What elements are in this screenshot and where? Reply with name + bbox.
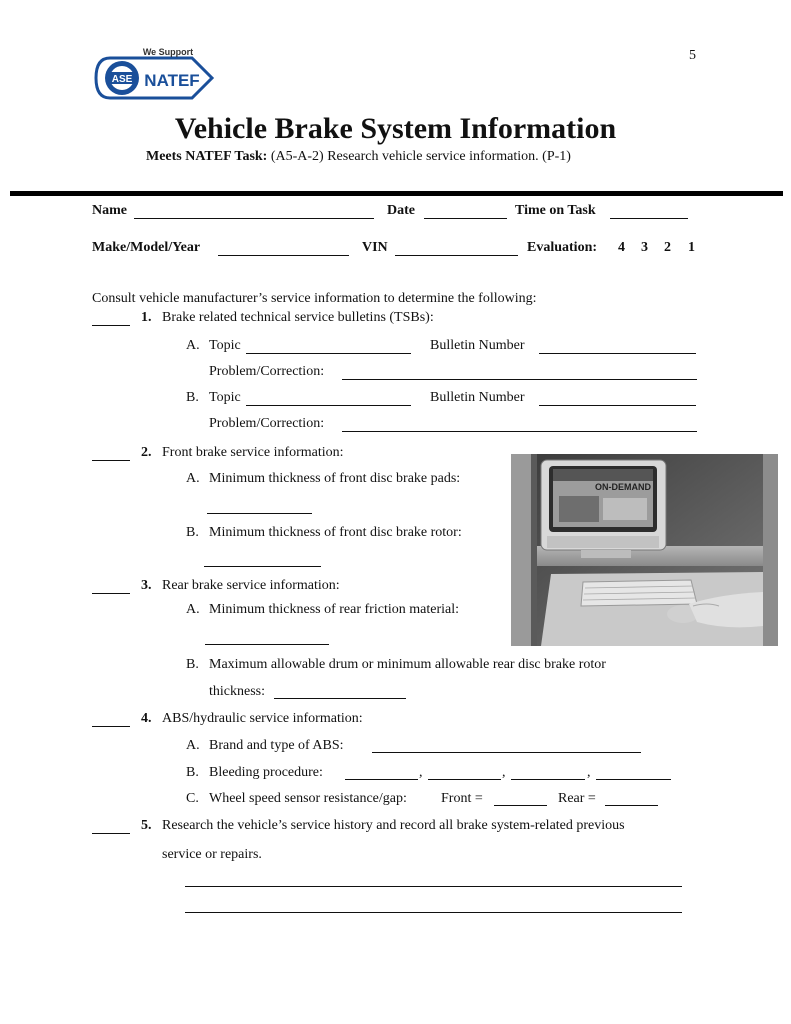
item3-check-blank[interactable] [92, 593, 130, 594]
item2a-text: Minimum thickness of front disc brake pads: [209, 471, 461, 486]
rear-field[interactable] [605, 805, 658, 806]
item2-number: 2. [141, 445, 152, 460]
bleeding-step-3-field[interactable] [511, 779, 585, 780]
item1b-topic-field[interactable] [246, 405, 411, 406]
item3a-letter: A. [186, 602, 200, 617]
make-model-year-label: Make/Model/Year [92, 240, 201, 255]
service-computer-photo [511, 454, 778, 646]
item5-check-blank[interactable] [92, 833, 130, 834]
item3b-field[interactable] [274, 698, 406, 699]
item1a-problem-field[interactable] [342, 379, 697, 380]
item4a-field[interactable] [372, 752, 641, 753]
item1b-bulletin-field[interactable] [539, 405, 696, 406]
bleeding-step-1-field[interactable] [345, 779, 418, 780]
svg-text:We Support: We Support [142, 48, 194, 57]
bleeding-step-4-field[interactable] [596, 779, 671, 780]
item2-check-blank[interactable] [92, 460, 130, 461]
svg-text:ON-DEMAND: ON-DEMAND [595, 482, 651, 492]
item5-answer-line-2[interactable] [185, 912, 682, 913]
item1-check-blank[interactable] [92, 325, 130, 326]
item1a-topic-field[interactable] [246, 353, 411, 354]
item3a-text: Minimum thickness of rear friction material: [209, 602, 459, 617]
page-number: 5 [689, 48, 696, 63]
item1b-problem-label: Problem/Correction: [209, 416, 325, 431]
comma-1: , [419, 765, 423, 780]
item1a-bulletin-field[interactable] [539, 353, 696, 354]
item3a-field[interactable] [205, 644, 329, 645]
comma-2: , [502, 765, 506, 780]
item4c-text: Wheel speed sensor resistance/gap: [209, 791, 407, 806]
time-on-task-field[interactable] [610, 218, 688, 219]
bleeding-step-2-field[interactable] [428, 779, 501, 780]
item1b-bulletin-label: Bulletin Number [430, 390, 525, 405]
item4c-letter: C. [186, 791, 199, 806]
item1b-letter: B. [186, 390, 199, 405]
item1a-topic-label: Topic [209, 338, 241, 353]
item3b-letter: B. [186, 657, 199, 672]
score-1[interactable]: 1 [688, 240, 695, 255]
item2-text: Front brake service information: [162, 445, 344, 460]
header-rule [10, 191, 783, 196]
item4a-text: Brand and type of ABS: [209, 738, 344, 753]
item2b-field[interactable] [204, 566, 321, 567]
evaluation-label: Evaluation: [527, 240, 598, 255]
page-title: Vehicle Brake System Information [174, 112, 617, 145]
item4a-letter: A. [186, 738, 200, 753]
item5-text-2: service or repairs. [162, 847, 262, 862]
front-label: Front = [441, 791, 483, 806]
date-label: Date [387, 203, 415, 218]
item3b-text: Maximum allowable drum or minimum allowable rear disc brake rotor [209, 657, 606, 672]
item3b-text-2: thickness: [209, 684, 265, 699]
task-text: (A5-A-2) Research vehicle service information. (P-1) [270, 149, 571, 164]
score-4[interactable]: 4 [618, 240, 625, 255]
name-label: Name [92, 203, 127, 218]
item5-text: Research the vehicle’s service history and record all brake system-related previous [162, 818, 625, 833]
item2a-letter: A. [186, 471, 200, 486]
item4-text: ABS/hydraulic service information: [162, 711, 363, 726]
rear-label: Rear = [558, 791, 596, 806]
time-on-task-label: Time on Task [515, 203, 596, 218]
natef-key-logo-icon [94, 48, 224, 108]
make-model-year-field[interactable] [218, 255, 349, 256]
vin-label: VIN [362, 240, 388, 255]
comma-3: , [587, 765, 591, 780]
item4-number: 4. [141, 711, 152, 726]
name-field[interactable] [134, 218, 374, 219]
item3-text: Rear brake service information: [162, 578, 340, 593]
computer-terminal-illustration [511, 454, 778, 646]
item3-number: 3. [141, 578, 152, 593]
item1-text: Brake related technical service bulletins (TSBs): [162, 310, 434, 325]
vin-field[interactable] [395, 255, 518, 256]
item1a-problem-label: Problem/Correction: [209, 364, 325, 379]
item2a-field[interactable] [207, 513, 312, 514]
item1b-problem-field[interactable] [342, 431, 697, 432]
natef-task-line [146, 149, 571, 165]
item1b-topic-label: Topic [209, 390, 241, 405]
item1a-bulletin-label: Bulletin Number [430, 338, 525, 353]
front-field[interactable] [494, 805, 547, 806]
item1a-letter: A. [186, 338, 200, 353]
item5-answer-line-1[interactable] [185, 886, 682, 887]
date-field[interactable] [424, 218, 507, 219]
score-2[interactable]: 2 [664, 240, 671, 255]
instructions-text: Consult vehicle manufacturer’s service information to determine the following: [92, 291, 537, 306]
item2b-text: Minimum thickness of front disc brake rotor: [209, 525, 462, 540]
item4-check-blank[interactable] [92, 726, 130, 727]
score-3[interactable]: 3 [641, 240, 648, 255]
svg-text:NATEF: NATEF [144, 71, 200, 90]
task-label: Meets NATEF Task: [146, 149, 268, 164]
item5-number: 5. [141, 818, 152, 833]
item1-number: 1. [141, 310, 152, 325]
item2b-letter: B. [186, 525, 199, 540]
item4b-text: Bleeding procedure: [209, 765, 323, 780]
svg-text:ASE: ASE [111, 74, 133, 85]
item4b-letter: B. [186, 765, 199, 780]
ase-natef-logo [94, 48, 224, 108]
